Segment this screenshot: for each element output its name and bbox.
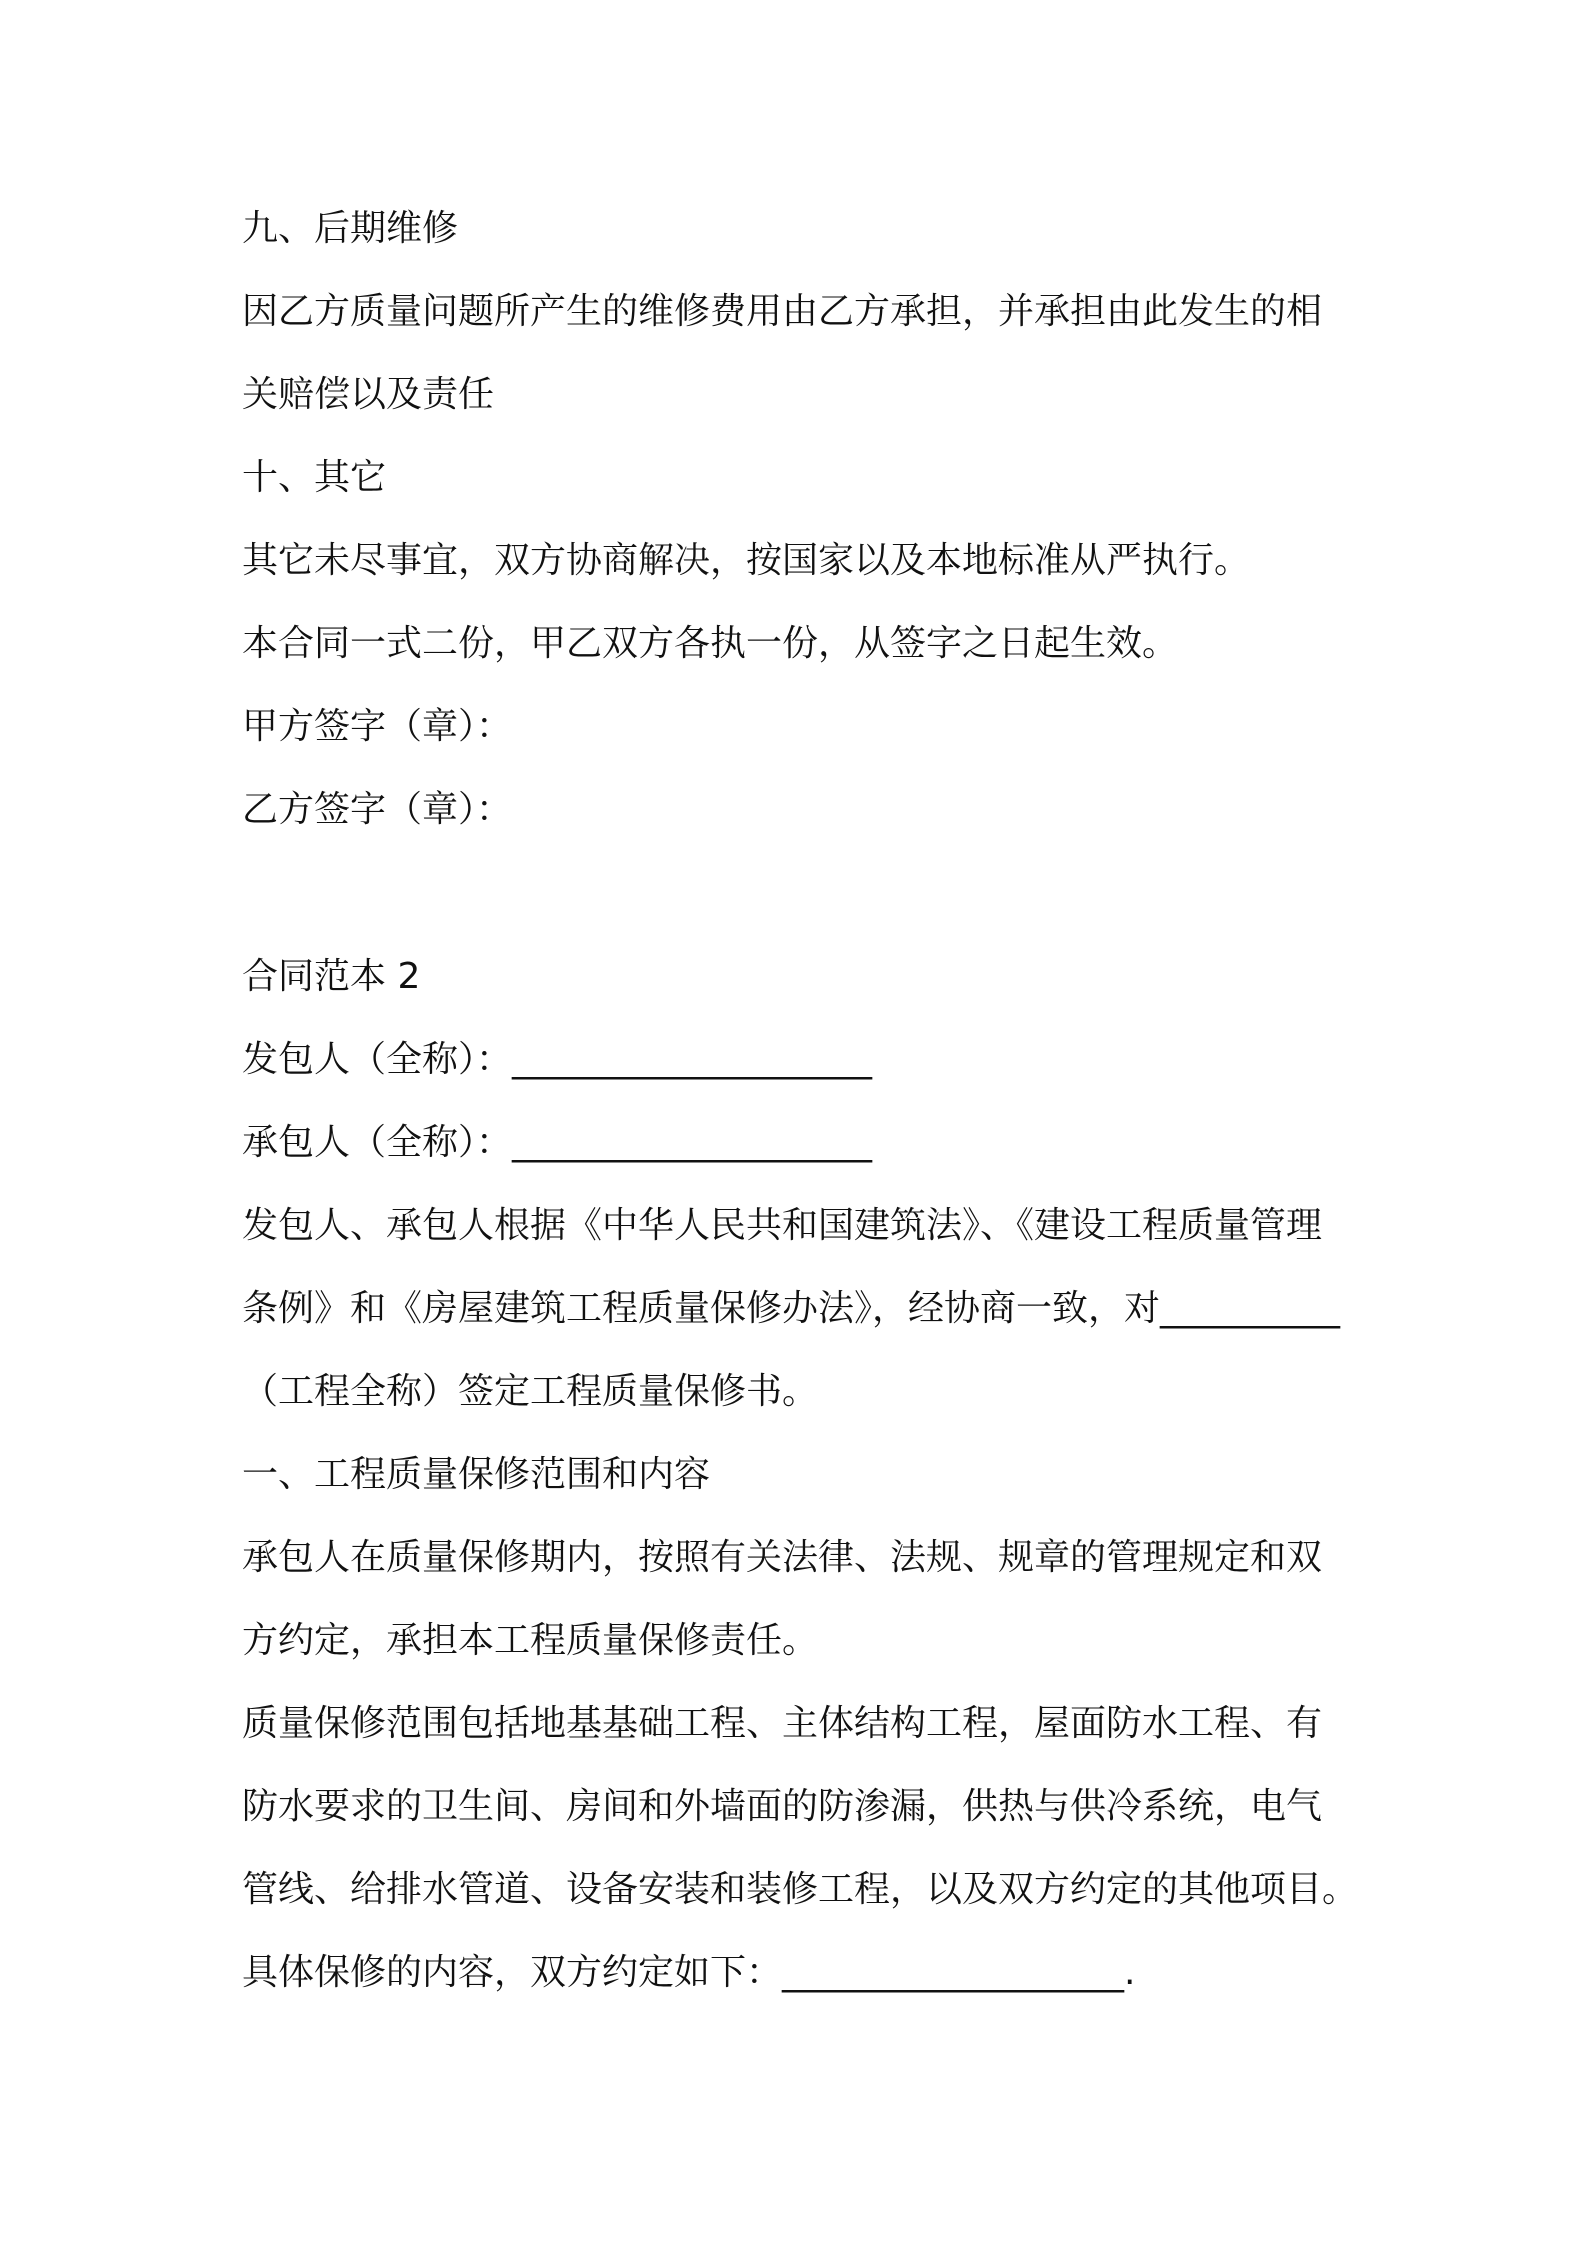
paragraph-line: 条例》和《房屋建筑工程质量保修办法》，经协商一致，对__________ (242, 1288, 1341, 1329)
paragraph-line: 管线、给排水管道、设备安装和装修工程，以及双方约定的其他项目。 (242, 1869, 1359, 1910)
paragraph-line: 具体保修的内容，双方约定如下：___________________. (242, 1952, 1136, 1993)
paragraph-line: 其它未尽事宜，双方协商解决，按国家以及本地标准从严执行。 (242, 540, 1251, 581)
paragraph-line: 本合同一式二份，甲乙双方各执一份，从签字之日起生效。 (242, 623, 1179, 664)
employer-name-line: 发包人（全称）：____________________ (242, 1039, 873, 1080)
paragraph-line: 承包人在质量保修期内，按照有关法律、法规、规章的管理规定和双 (242, 1537, 1323, 1578)
paragraph-line: 发包人、承包人根据《中华人民共和国建筑法》、《建设工程质量管理 (242, 1205, 1323, 1246)
contract-template-title: 合同范本 2 (242, 956, 421, 997)
paragraph-line: 因乙方质量问题所产生的维修费用由乙方承担，并承担由此发生的相 (242, 291, 1323, 332)
section-heading-other: 十、其它 (242, 457, 387, 498)
contractor-name-line: 承包人（全称）：____________________ (242, 1122, 873, 1163)
signature-party-a: 甲方签字（章）： (242, 706, 513, 747)
paragraph-line: （工程全称）签定工程质量保修书。 (242, 1371, 819, 1412)
section-heading-scope: 一、工程质量保修范围和内容 (242, 1454, 711, 1495)
paragraph-line: 质量保修范围包括地基基础工程、主体结构工程，屋面防水工程、有 (242, 1703, 1323, 1744)
paragraph-line: 防水要求的卫生间、房间和外墙面的防渗漏，供热与供冷系统，电气 (242, 1786, 1323, 1827)
paragraph-line: 方约定，承担本工程质量保修责任。 (242, 1620, 819, 1661)
signature-party-b: 乙方签字（章）： (242, 789, 513, 830)
paragraph-line: 关赔偿以及责任 (242, 374, 495, 415)
section-heading-maintenance: 九、后期维修 (242, 208, 459, 249)
